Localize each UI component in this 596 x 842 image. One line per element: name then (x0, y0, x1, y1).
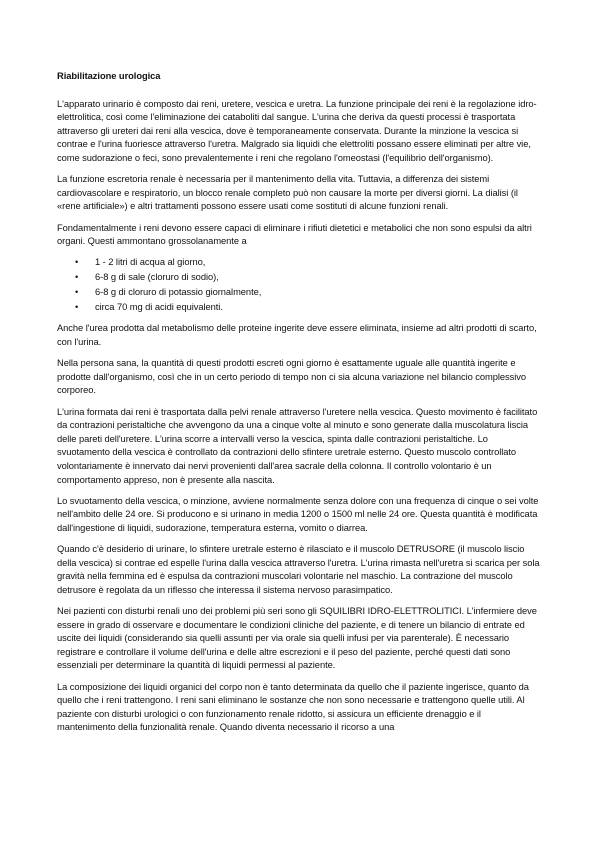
paragraph-squilibri: Nei pazienti con disturbi renali uno dei problemi più seri sono gli SQUILIBRI IDRO-ELETTROLITICI. L'infermiere deve essere in grado di osservare e documentare le condizioni cliniche del paziente, e di tenere un bilancio di entrate ed uscite dei liquidi (considerando sia quelli assunti per via orale sia quelli infusi per via parenterale). È necessario registrare e controllare il volume dell'urina e delle altre escrezioni e il peso del paziente, perché questi dati sono essenziali per determinare la quantità di liquidi permessi al paziente. (57, 606, 537, 671)
bullet-icon: • (75, 272, 79, 283)
paragraph-apparato-urinario: L'apparato urinario è composto dai reni, uretere, vescica e uretra. La funzione principale dei reni è la regolazione idro-elettrolitica, così come l'eliminazione dei cataboliti dal sangue. L'urina che deriva da questi processi è trasportata attraverso gli ureteri dai reni alla vescica, dove è temporaneamente conservata. Durante la minzione la vescica si contrae e l'urina fuoriesce attraverso l'uretra. Malgrado sia liquidi che elettroliti possano essere eliminati per altre vie, come sudorazione o feci, sono prevalentemente i reni che regolano l'omeostasi (l'equilibrio dell'organismo). (57, 98, 537, 163)
paragraph-detrusore: Quando c'è desiderio di urinare, lo sfintere uretrale esterno è rilasciato e il muscolo DETRUSORE (il muscolo liscio della vescica) si contrae ed espelle l'urina dalla vescica attraverso l'uretra. L'urina rimasta nell'uretra si scarica per sola gravità nella femmina ed è espulsa da contrazioni muscolari volontarie nel maschio. La contrazione del muscolo detrusore è regolata da un riflesso che interessa il sistema nervoso parasimpatico. (57, 544, 540, 595)
paragraph-rifiuti-dietetici: Fondamentalmente i reni devono essere capaci di eliminare i rifiuti dietetici e metabolici che non sono espulsi da altri organi. Questi ammontano grossolanamente a (57, 222, 532, 247)
bullet-icon: • (75, 287, 79, 298)
list-item (57, 271, 541, 285)
list-item-text: circa 70 mg di acidi equivalenti. (95, 302, 223, 313)
list-item-text: 1 - 2 litri di acqua al giorno, (95, 257, 206, 268)
list-item-text: 6-8 g di cloruro di potassio giornalmente, (95, 287, 262, 298)
list-item-text: 6-8 g di sale (cloruro di sodio), (95, 272, 219, 283)
paragraph-funzione-escretoria: La funzione escretoria renale è necessaria per il mantenimento della vita. Tuttavia, a differenza dei sistemi cardiovascolare e respiratorio, un blocco renale completo può non causare la morte per diversi giorni. La dialisi (il «rene artificiale») e altri trattamenti possono essere usati come sostituti di alcune funzioni renali. (57, 174, 518, 212)
list-item (57, 256, 541, 270)
waste-amounts-list (57, 256, 541, 315)
paragraph-composizione-liquidi: La composizione dei liquidi organici del corpo non è tanto determinata da quello che il paziente ingerisce, quanto da quello che i reni trattengono. I reni sani eliminano le sostanze che non sono necessarie e trattengono quelle utili. Al paziente con disturbi urologici o con funzionamento renale ridotto, si assicura un efficiente drenaggio e il mantenimento della funzionalità renale. Quando diventa necessario il ricorso a una (57, 681, 529, 733)
paragraph-urea: Anche l'urea prodotta dal metabolismo delle proteine ingerite deve essere eliminata, insieme ad altri prodotti di scarto, con l'urina. (57, 323, 537, 348)
bullet-icon: • (75, 302, 79, 313)
paragraph-trasporto-urina: L'urina formata dai reni è trasportata dalla pelvi renale attraverso l'uretere nella vescica. Questo movimento è facilitato da contrazioni peristaltiche che avvengono da una a cinque volte al minuto e sono generate dalla muscolatura liscia delle pareti dell'uretere. L'urina scorre a intervalli verso la vescica, spinta dalle contrazioni peristaltiche. Lo svuotamento della vescica è controllato da contrazioni dello sfintere uretrale esterno. Questo muscolo controllato volontariamente è innervato dai nervi provenienti dall'area sacrale della colonna. Il controllo volontario è un comportamento appreso, non è presente alla nascita. (57, 406, 538, 485)
paragraph-persona-sana: Nella persona sana, la quantità di questi prodotti escreti ogni giorno è esattamente uguale alle quantità ingerite e prodotte dall'organismo, così che in un certo periodo di tempo non ci sia alcuna variazione nel bilancio complessivo corporeo. (57, 358, 527, 396)
document-title: Riabilitazione urologica (57, 71, 161, 81)
bullet-icon: • (75, 257, 79, 268)
document-page (57, 64, 541, 743)
paragraph-minzione: Lo svuotamento della vescica, o minzione, avviene normalmente senza dolore con una frequenza di cinque o sei volte nell'ambito delle 24 ore. Si producono e si urinano in media 1200 o 1500 ml nelle 24 ore. Questa quantità è modificata dall'ingestione di liquidi, sudorazione, temperatura esterna, vomito o diarrea. (57, 495, 539, 533)
list-item (57, 286, 541, 300)
list-item (57, 301, 541, 315)
